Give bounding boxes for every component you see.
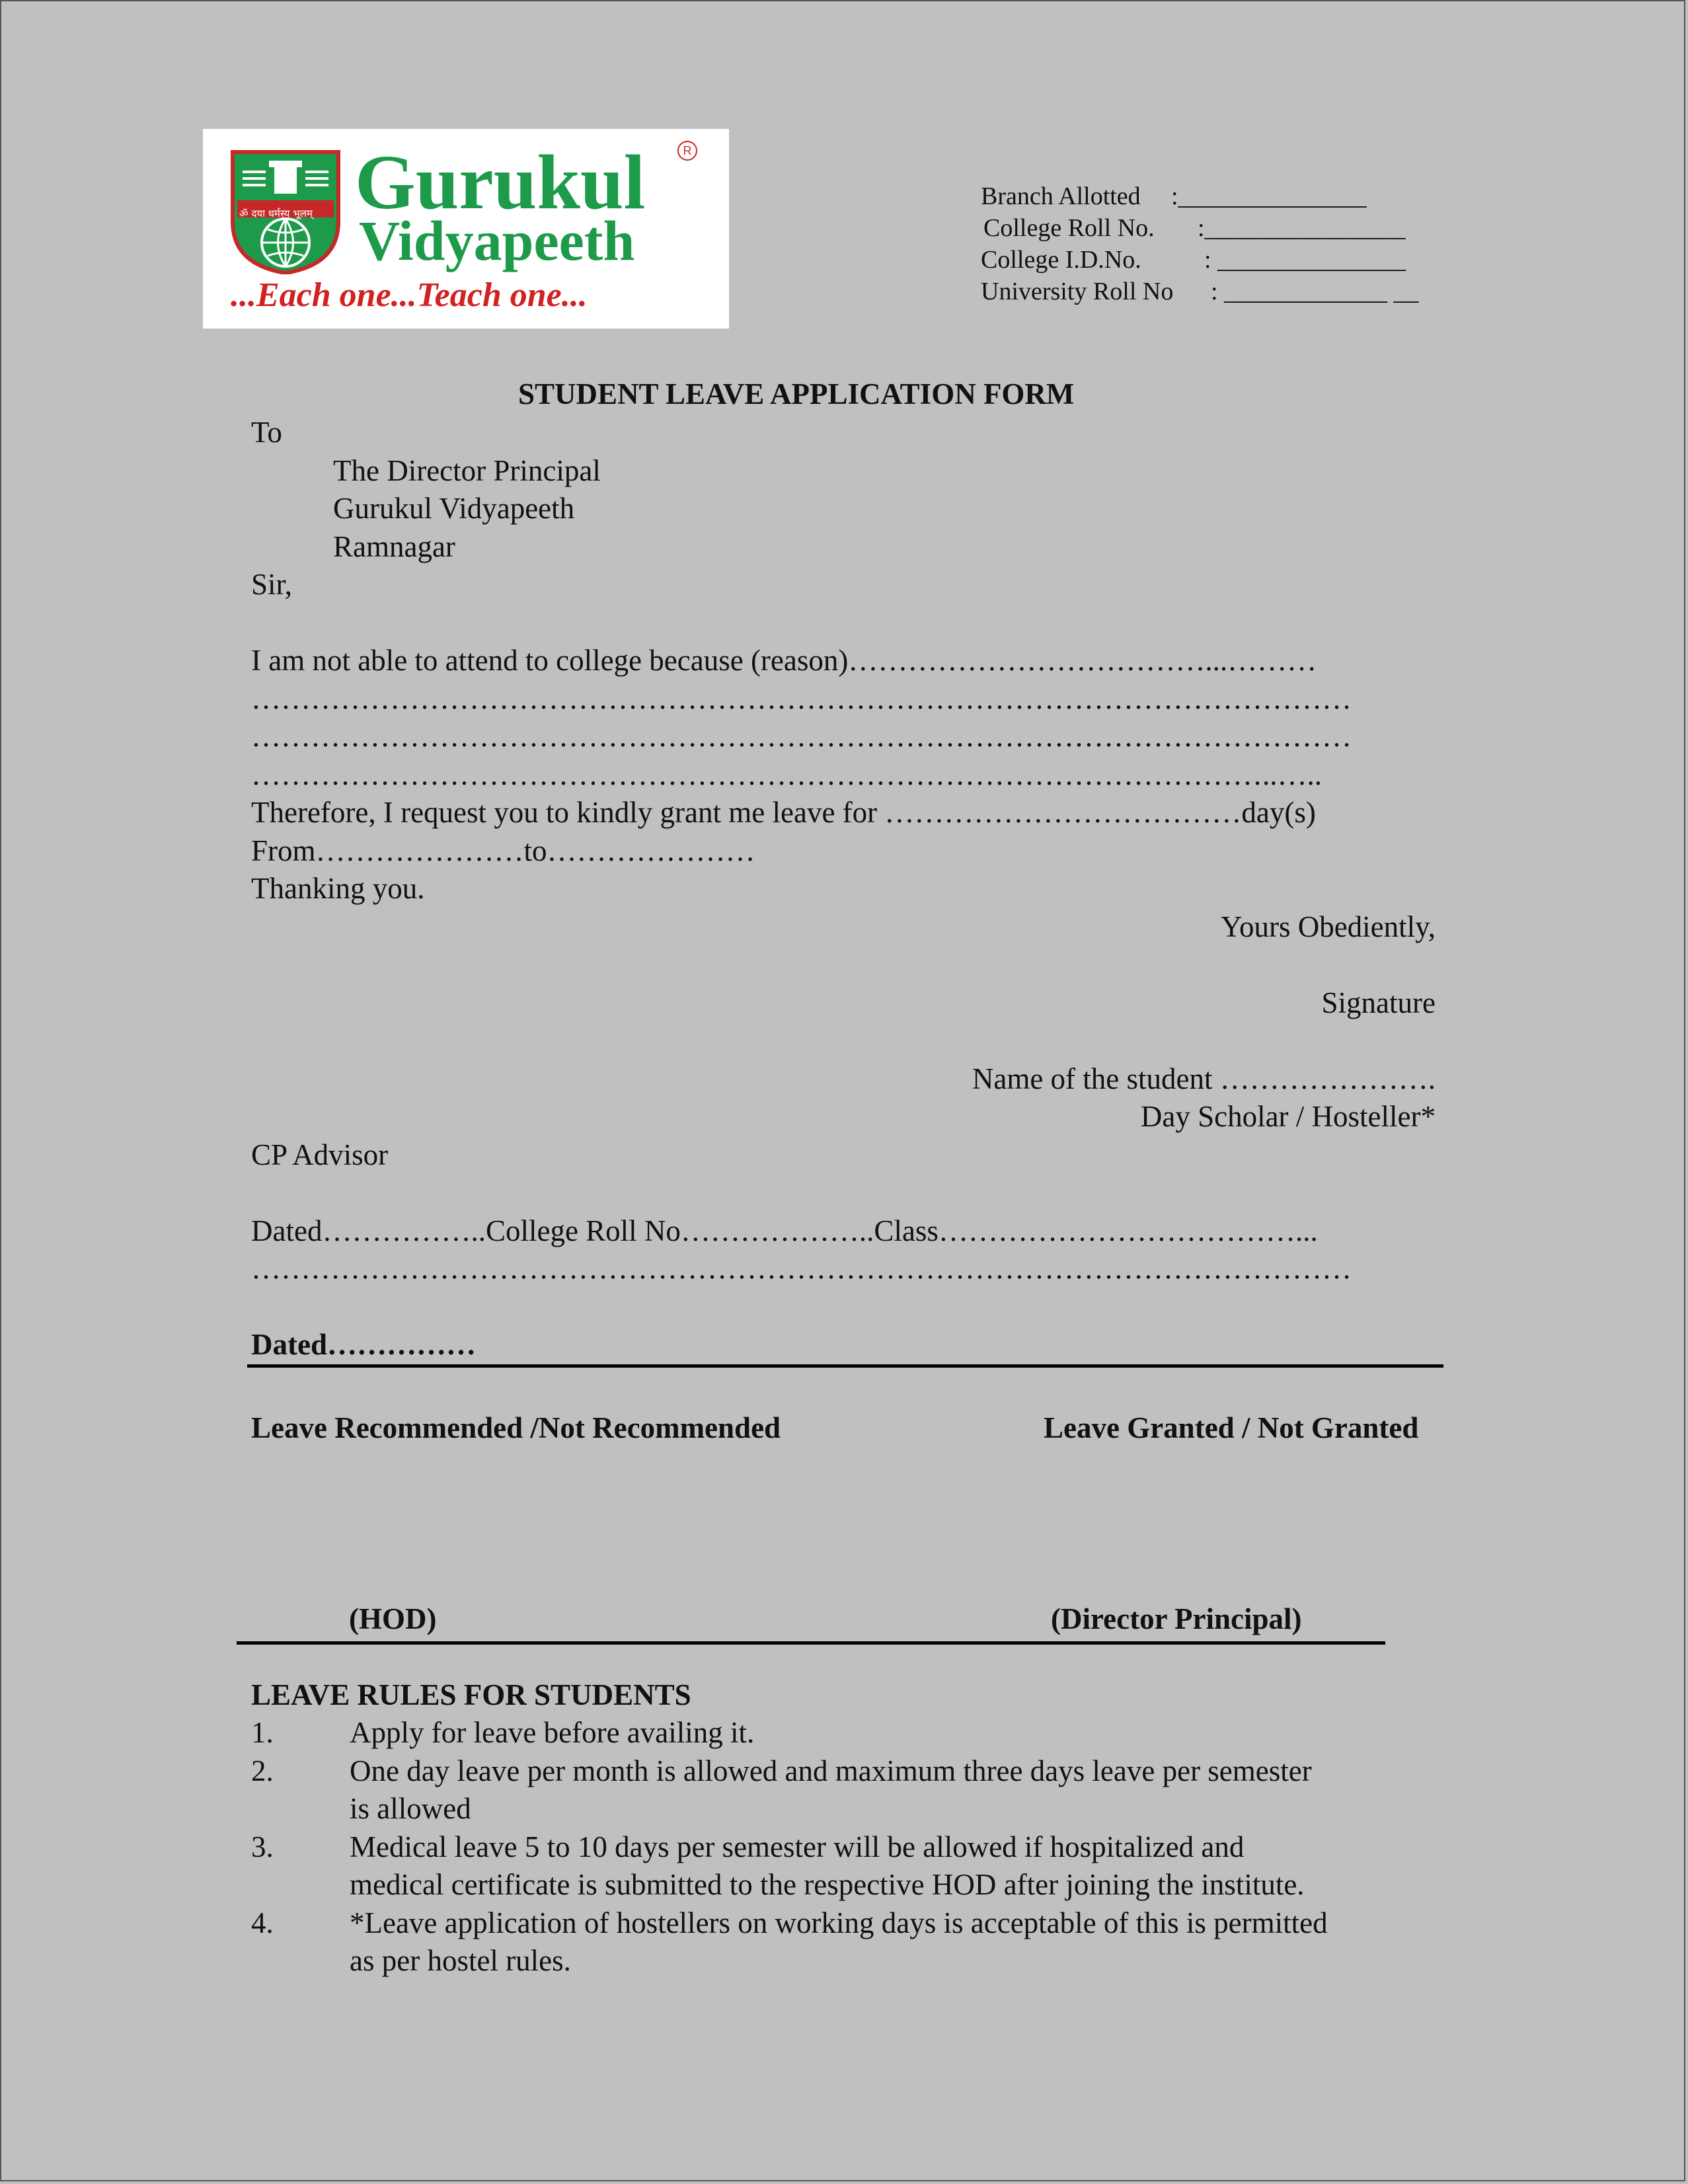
scholar-type-text: Day Scholar / Hosteller* xyxy=(1140,1100,1436,1133)
rule-text: Medical leave 5 to 10 days per semester will be allowed if hospitalized and xyxy=(350,1830,1245,1863)
to-label: To xyxy=(251,416,282,449)
divider-line-1 xyxy=(247,1364,1443,1368)
emblem-motto: ॐ दया धर्मस्य भूलम् xyxy=(239,208,313,219)
salutation: Sir, xyxy=(251,568,292,601)
reason-dot-line-1[interactable]: ………………………………………………………………………………………………… xyxy=(251,682,1352,715)
dated-roll-class-line[interactable]: Dated……………..College Roll No………………..Class………………………………... xyxy=(251,1214,1318,1247)
college-roll-label: College Roll No. xyxy=(983,214,1155,242)
student-name-field[interactable]: Name of the student …………………. xyxy=(972,1062,1436,1095)
rule-text: *Leave application of hostellers on working days is acceptable of this is permitted xyxy=(350,1906,1328,1939)
hod-label: (HOD) xyxy=(349,1602,437,1635)
rules-heading: LEAVE RULES FOR STUDENTS xyxy=(251,1678,691,1711)
rule-text: is allowed xyxy=(350,1792,471,1825)
branch-allotted-label: Branch Allotted xyxy=(981,182,1141,210)
addressee-line-3: Ramnagar xyxy=(333,530,455,563)
university-roll-label: University Roll No xyxy=(981,278,1174,305)
college-id-label: College I.D.No. xyxy=(981,246,1141,274)
reason-line[interactable]: I am not able to attend to college because (reason)………………………………...……… xyxy=(251,644,1317,677)
registered-mark: R xyxy=(677,141,697,161)
dated-field[interactable]: Dated…………… xyxy=(251,1328,476,1361)
cp-advisor-label: CP Advisor xyxy=(251,1138,389,1171)
leave-recommended-text: Leave Recommended /Not Recommended xyxy=(251,1411,781,1444)
dot-line-4[interactable]: ………………………………………………………………………………………………… xyxy=(251,1252,1352,1285)
addressee-line-2: Gurukul Vidyapeeth xyxy=(333,492,575,525)
rule-text: as per hostel rules. xyxy=(350,1944,571,1977)
form-title: STUDENT LEAVE APPLICATION FORM xyxy=(518,377,1075,410)
rule-number: 4. xyxy=(251,1906,274,1939)
leave-granted-text: Leave Granted / Not Granted xyxy=(1044,1411,1419,1444)
rule-number: 1. xyxy=(251,1716,274,1749)
rule-number: 3. xyxy=(251,1830,274,1863)
signature-label[interactable]: Signature xyxy=(1321,986,1436,1019)
college-logo xyxy=(203,129,729,329)
logo-name-line2: Vidyapeeth xyxy=(359,209,635,272)
request-line[interactable]: Therefore, I request you to kindly grant me leave for ………………………………day(s) xyxy=(251,796,1316,829)
director-label: (Director Principal) xyxy=(1051,1602,1302,1635)
logo-name-line1: Gurukul xyxy=(355,139,646,225)
branch-allotted-field[interactable]: :_______________ xyxy=(1171,182,1367,210)
reason-dot-line-2[interactable]: ………………………………………………………………………………………………… xyxy=(251,720,1352,753)
rule-text: medical certificate is submitted to the respective HOD after joining the institute. xyxy=(350,1868,1305,1901)
thanking-text: Thanking you. xyxy=(251,872,425,905)
college-id-field[interactable]: : _______________ xyxy=(1204,246,1406,274)
closing-text: Yours Obediently, xyxy=(1220,910,1436,943)
logo-tagline: ...Each one...Teach one... xyxy=(231,276,588,314)
college-roll-field[interactable]: :________________ xyxy=(1198,214,1406,242)
university-roll-field[interactable]: : _____________ __ xyxy=(1211,278,1419,305)
rule-number: 2. xyxy=(251,1754,274,1787)
rule-text: One day leave per month is allowed and maximum three days leave per semester xyxy=(350,1754,1312,1787)
addressee-line-1: The Director Principal xyxy=(333,454,601,487)
reason-dot-line-3[interactable]: …………………………………………………………………………………………..….. xyxy=(251,758,1322,791)
divider-line-2 xyxy=(237,1641,1385,1645)
rule-text: Apply for leave before availing it. xyxy=(350,1716,755,1749)
from-to-line[interactable]: From…………………to………………… xyxy=(251,834,755,867)
